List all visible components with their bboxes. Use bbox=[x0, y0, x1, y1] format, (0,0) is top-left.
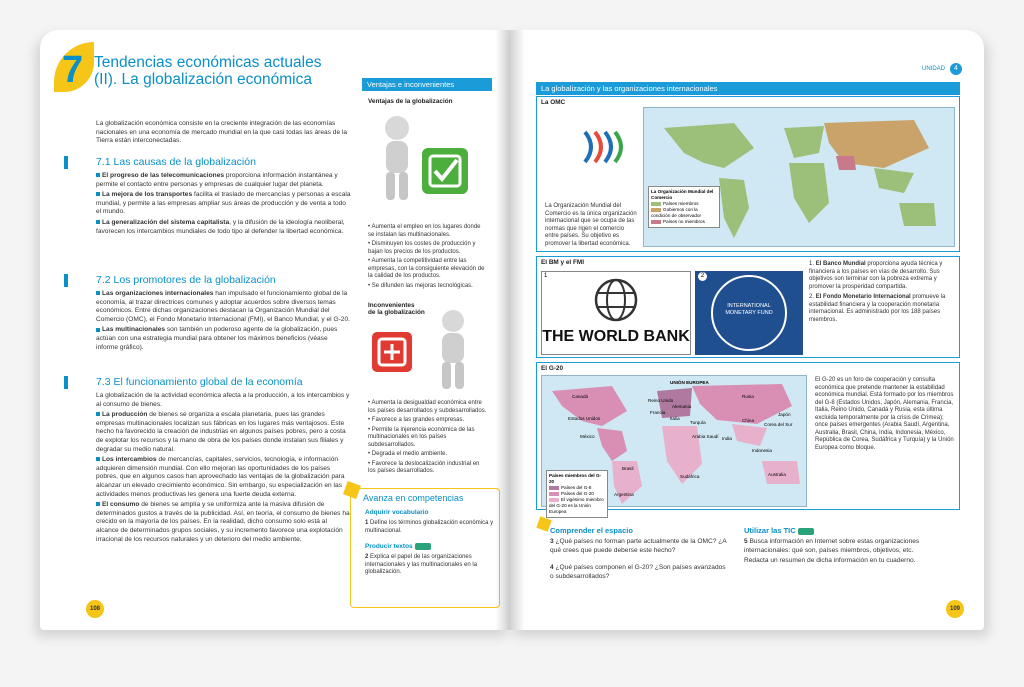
comprender-title: Comprender el espacio bbox=[550, 526, 633, 535]
left-page bbox=[40, 30, 510, 630]
map-label: Francia bbox=[650, 410, 666, 415]
question-1: 1 Define los términos globalización económica y multinacional. bbox=[365, 520, 494, 534]
tic-title: Utilizar las TIC bbox=[744, 526, 814, 535]
g20-label: El G-20 bbox=[541, 365, 564, 372]
vocabulary-heading: Adquirir vocabulario bbox=[365, 509, 429, 516]
bm-fmi-label: El BM y el FMI bbox=[541, 259, 584, 266]
checkmark-icon bbox=[422, 148, 468, 194]
writing-icon bbox=[415, 543, 431, 550]
section-7-2-title: 7.2 Los promotores de la globalización bbox=[96, 274, 276, 286]
map-label: Estados Unidos bbox=[568, 416, 601, 421]
competencias-title: Avanza en competencias bbox=[363, 493, 464, 503]
map-label: Australia bbox=[768, 472, 786, 477]
advantages-title: Ventajas de la globalización bbox=[368, 98, 453, 105]
producir-heading: Producir textos bbox=[365, 543, 431, 550]
g20-legend: Países miembros del G-20 Países del G-8 Países del G-20 El vigésimo miembro del G-20 es la Unión Europea bbox=[546, 470, 608, 518]
world-bank-number: 1 bbox=[544, 273, 548, 279]
world-bank-logo bbox=[541, 271, 691, 355]
imf-number: 2 bbox=[698, 272, 707, 281]
map-label: Canadá bbox=[572, 394, 589, 399]
map-label: Sudáfrica bbox=[680, 474, 700, 479]
right-page bbox=[510, 30, 984, 630]
open-book bbox=[40, 30, 984, 660]
person-figure-icon bbox=[428, 308, 478, 392]
page-number: 108 bbox=[86, 600, 104, 618]
bm-fmi-panel bbox=[536, 256, 960, 358]
advantages-sidebar bbox=[362, 78, 492, 474]
map-label: México bbox=[580, 434, 595, 439]
section-banner: La globalización y las organizaciones internacionales bbox=[536, 82, 960, 95]
section-marker bbox=[64, 156, 68, 169]
page-number: 109 bbox=[946, 600, 964, 618]
cross-box-icon bbox=[372, 332, 412, 372]
bm-fmi-description: 1. El Banco Mundial proporciona ayuda técnica y financiera a los países en vías de desarrollo. Sus objetivos son terminar con la pobreza extrema y promover la prosperidad compartida. 2. El Fondo Monetario Internacional promueve la estabilidad financiera y la cooperación monetaria internacional. Es administrado por los 188 países miembros. bbox=[809, 261, 946, 323]
map-label: India bbox=[722, 436, 732, 441]
disadvantages-list: • Aumenta la desigualdad económica entre los países desarrollados y subdesarrollados. • Favorece a las grandes empresas. • Permite la injerencia económica de las multinacionales en los países subdesarrollados. • Degrada el medio ambiente. • Favorece la deslocalización industrial en los países desarrollados. bbox=[368, 400, 487, 474]
map-label: Rusia bbox=[742, 394, 754, 399]
g20-panel bbox=[536, 362, 960, 514]
map-label: Indonesia bbox=[752, 448, 772, 453]
omc-description: La Organización Mundial del Comercio es la única organización internacional que se ocupa de las normas que rigen el comercio entre países. Su objetivo es promover la libertad económica. bbox=[545, 203, 637, 247]
intro-paragraph: La globalización económica consiste en la creciente integración de las economías nacionales en una economía de mercado mundial en la que casi todas las áreas de la Tierra están interconectadas. bbox=[96, 120, 348, 145]
page-title: Tendencias económicas actuales (II). La globalización económica bbox=[94, 54, 322, 88]
question-5: 5 Busca información en Internet sobre estas organizaciones internacionales: qué son, países miembros, objetivos, etc. Redacta un resumen de dicha información en tu cuaderno. bbox=[744, 538, 920, 565]
section-7-3-body: La globalización de la actividad económica afecta a la producción, a los intercambios y al consumo de bienes. La producción de bienes se organiza a escala planetaria, pues las grandes empresas multinacionales localizan sus fábricas en los lugares más ventajosos. Este hecho ha favorecido la creación de industrias en algunos países pobres, pero a costa de explotar los recursos y la mano de obra de los países donde instalan sus filiales y degradar su medio natural. Los intercambios de mercancías, capitales, servicios, tecnología, e información adquieren dimensión mundial. Con ello mejoran las oportunidades de los países pobres, que en algunos casos han aprovechado las ventajas de la globalización para alcanzar un elevado crecimiento económico. Sin embargo, su especialización en las actividades menos productivas les genera una fuerte deuda externa. El consumo de bienes se amplía y se uniformiza ante la masiva difusión de determinados gustos a través de la publicidad. Así, en teoría, el consumo de bienes ha crecido en la mayoría de los países. En la realidad, dicho consumo solo está al alcance de determinados grupos sociales, y su incremento favorece una explotación irracional de los recursos naturales y un deterioro del medio ambiente. bbox=[96, 392, 350, 543]
section-marker bbox=[64, 274, 68, 287]
section-7-3-title: 7.3 El funcionamiento global de la economía bbox=[96, 376, 303, 388]
competencias-box bbox=[350, 488, 500, 608]
question-3: 3 ¿Qué países no forman parte actualmente de la OMC? ¿A qué crees que puede deberse este hecho? bbox=[550, 538, 727, 554]
sidebar-header: Ventajas e inconvenientes bbox=[362, 78, 492, 91]
g20-world-map bbox=[541, 375, 807, 514]
map-label: Japón bbox=[778, 412, 791, 417]
unit-label: UNIDAD bbox=[922, 66, 946, 72]
section-7-1-title: 7.1 Las causas de la globalización bbox=[96, 156, 256, 168]
omc-legend: La Organización Mundial del Comercio Países miembros Gobiernos con la condición de observador Países no miembros bbox=[648, 186, 720, 228]
advantages-list: • Aumenta el empleo en los lugares donde se instalan las multinacionales. • Disminuyen los costes de producción y bajan los precios de los productos. • Aumenta la competitividad entre las empresas, con la consiguiente elevación de la calidad de los productos. • Se difunden las mejoras tecnológicas. bbox=[368, 224, 485, 289]
wto-logo-icon bbox=[575, 127, 635, 167]
map-label: Arabia Saudí bbox=[692, 434, 719, 439]
map-label: Argentina bbox=[614, 492, 634, 497]
map-label: Reino Unido bbox=[648, 398, 674, 403]
computer-icon bbox=[798, 528, 814, 535]
question-4: 4 ¿Qué países componen el G-20? ¿Son países avanzados o subdesarrollados? bbox=[550, 564, 726, 580]
person-figure-icon bbox=[372, 114, 422, 204]
section-marker bbox=[64, 376, 68, 389]
map-label: Brasil bbox=[622, 466, 634, 471]
question-2: 2 Explica el papel de las organizaciones internacionales y las multinacionales en la globalización. bbox=[365, 554, 478, 575]
map-label: Alemania bbox=[672, 404, 692, 409]
omc-label: La OMC bbox=[541, 99, 566, 106]
omc-panel bbox=[536, 96, 960, 252]
map-label: Corea del Sur bbox=[764, 422, 793, 427]
imf-seal-icon: INTERNATIONAL MONETARY FUND bbox=[711, 275, 787, 351]
omc-world-map bbox=[643, 107, 955, 247]
disadvantages-title: Inconvenientes de la globalización bbox=[368, 302, 425, 316]
unit-number-badge: 4 bbox=[950, 63, 962, 75]
map-label: UNIÓN EUROPEA bbox=[670, 380, 709, 385]
chapter-number: 7 bbox=[62, 49, 84, 91]
section-7-1-body: El progreso de las telecomunicaciones proporciona información instantánea y permite el contacto entre personas y empresas de cualquier lugar del planeta. La mejora de los transportes facilita el traslado de mercancías y personas a escala mundial, y permite a las empresas ampliar sus áreas de producción y de venta a todo el mundo. La generalización del sistema capitalista, y la difusión de la ideología neoliberal, favorecen los intercambios mundiales de todo tipo al defender la libertad económica. bbox=[96, 172, 351, 235]
imf-logo bbox=[695, 271, 803, 355]
globe-icon bbox=[594, 278, 638, 322]
section-7-2-body: Las organizaciones internacionales han impulsado el funcionamiento global de la economía, al trazar directrices comunes y adoptar acuerdos sobre diversos temas económicos. Entre dichas organizaciones destacan la Organización Mundial del Comercio (OMC), el Fondo Monetario Internacional (FMI), el Banco Mundial, y el G-20. Las multinacionales son también un poderoso agente de la globalización, pues actúan con una estrategia mundial para obtener los máximos beneficios (véase informe gráfico). bbox=[96, 290, 350, 351]
g20-description: El G-20 es un foro de cooperación y consulta económica que pretende mantener la estabilidad económica mundial. Está formado por los miembros del G-8 (Estados Unidos, Japón, Alemania, Francia, Italia, Reino Unido, Canadá y Rusia, esta última excluida temporalmente por la crisis de Crimea); once países emergentes (Arabia Saudí, Argentina, Australia, Brasil, China, India, Indonesia, México, República de Corea, Sudáfrica y Turquía) y la Unión Europea como bloque. bbox=[815, 377, 954, 451]
map-label: China bbox=[742, 418, 755, 423]
map-label: Italia bbox=[670, 416, 680, 421]
world-bank-text: THE WORLD BANK bbox=[542, 328, 690, 345]
map-label: Turquía bbox=[690, 420, 706, 425]
